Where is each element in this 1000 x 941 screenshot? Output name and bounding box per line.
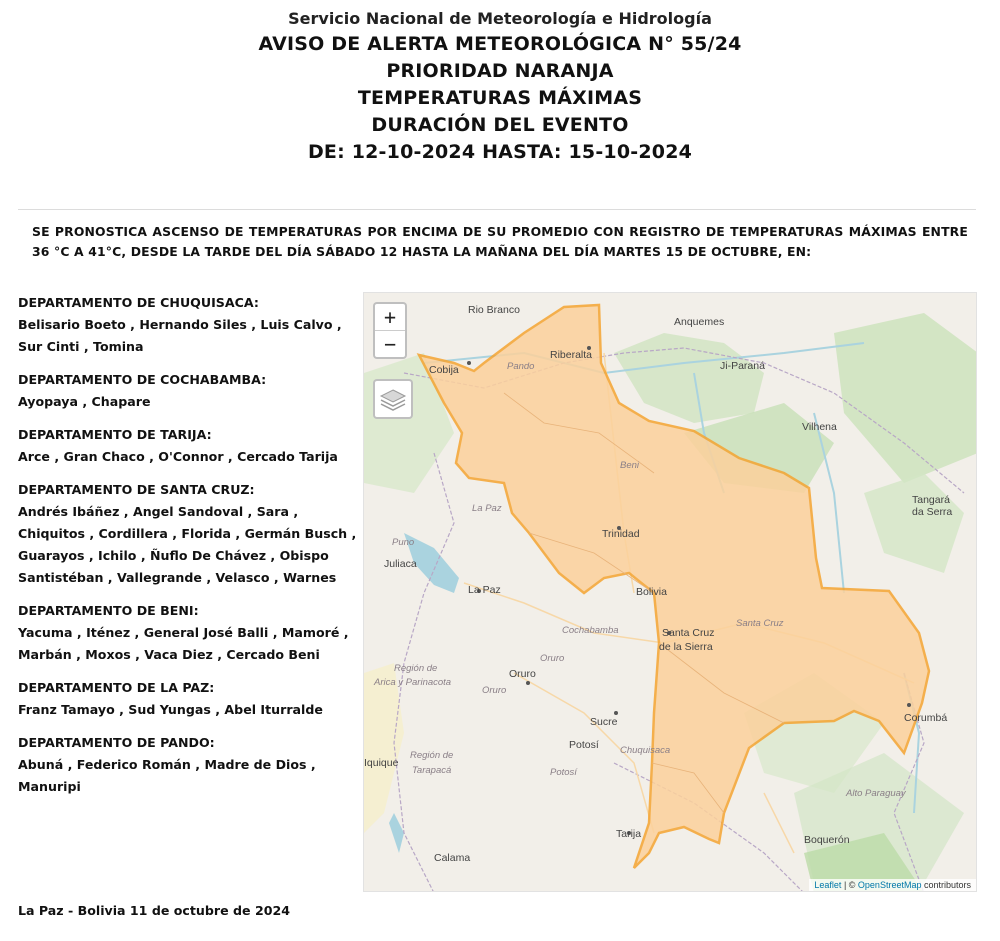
label-potosi: Potosí xyxy=(569,739,599,751)
map-canvas[interactable] xyxy=(364,293,977,892)
label-corumba: Corumbá xyxy=(904,712,948,724)
label-calama: Calama xyxy=(434,852,471,864)
attribution-tail: contributors xyxy=(921,880,971,890)
zoom-in-button[interactable]: + xyxy=(375,304,405,331)
label-trinidad: Trinidad xyxy=(602,528,640,540)
department-tarija xyxy=(18,424,363,468)
department-name: DEPARTAMENTO DE SANTA CRUZ: xyxy=(18,482,255,497)
department-name: DEPARTAMENTO DE LA PAZ: xyxy=(18,680,215,695)
department-list xyxy=(18,292,363,809)
label-rio-branco: Rio Branco xyxy=(468,304,520,316)
label-la-paz: La Paz xyxy=(468,584,501,596)
label-pando: Pando xyxy=(507,361,535,372)
label-tarija: Tarija xyxy=(616,828,642,840)
label-tangara: Tangará xyxy=(912,494,950,506)
province-list: Yacuma , Iténez , General José Balli , Mamoré , Marbán , Moxos , Vaca Diez , Cercado Beni xyxy=(18,625,349,662)
duration-label: DURACIÓN DEL EVENTO xyxy=(371,114,629,136)
event-dates: DE: 12-10-2024 HASTA: 15-10-2024 xyxy=(307,141,693,163)
department-chuquisaca xyxy=(18,292,363,358)
label-juliaca: Juliaca xyxy=(384,558,417,570)
layers-icon xyxy=(375,381,411,417)
department-cochabamba xyxy=(18,369,363,413)
label-bolivia: Bolivia xyxy=(636,586,667,598)
label-boqueron: Boquerón xyxy=(804,834,850,846)
label-da-serra: da Serra xyxy=(912,506,953,518)
alert-phenomenon: TEMPERATURAS MÁXIMAS xyxy=(357,87,643,109)
map-attribution xyxy=(809,879,976,891)
label-de-la-sierra: de la Sierra xyxy=(659,641,713,653)
label-oruro-small: Oruro xyxy=(482,685,507,696)
province-list: Belisario Boeto , Hernando Siles , Luis Calvo , Sur Cinti , Tomina xyxy=(18,317,342,354)
label-arica: Arica y Parinacota xyxy=(374,677,452,688)
water-body xyxy=(389,813,404,853)
layers-button[interactable] xyxy=(373,379,413,419)
attribution-separator: | © xyxy=(841,880,858,890)
zoom-control xyxy=(373,302,407,359)
department-la-paz xyxy=(18,677,363,721)
department-name: DEPARTAMENTO DE BENI: xyxy=(18,603,199,618)
alert-priority: PRIORIDAD NARANJA xyxy=(386,60,614,82)
department-name: DEPARTAMENTO DE COCHABAMBA: xyxy=(18,372,267,387)
label-region-de: Región de xyxy=(394,663,438,674)
zoom-out-button[interactable]: − xyxy=(383,332,397,356)
province-list: Franz Tamayo , Sud Yungas , Abel Iturralde xyxy=(18,702,323,717)
label-oruro: Oruro xyxy=(509,668,536,680)
label-chuquisaca: Chuquisaca xyxy=(620,745,671,756)
label-iquique: Iquique xyxy=(364,757,399,769)
department-pando xyxy=(18,732,363,798)
label-oruro-dept: Oruro xyxy=(540,653,565,664)
label-la-paz-dept: La Paz xyxy=(472,503,502,514)
label-beni: Beni xyxy=(620,460,640,471)
label-puno: Puno xyxy=(392,537,415,548)
label-sucre: Sucre xyxy=(590,716,618,728)
province-list: Arce , Gran Chaco , O'Connor , Cercado Tarija xyxy=(18,449,338,464)
label-tarapaca: Tarapacá xyxy=(412,765,452,776)
label-vilhena: Vilhena xyxy=(802,421,837,433)
label-cochabamba: Cochabamba xyxy=(562,625,619,636)
label-santa-cruz-dept: Santa Cruz xyxy=(736,618,784,629)
alert-notice-number: AVISO DE ALERTA METEOROLÓGICA N° 55/24 xyxy=(258,33,742,55)
province-list: Abuná , Federico Román , Madre de Dios , Manuripi xyxy=(18,757,316,794)
label-santa-cruz: Santa Cruz xyxy=(662,627,715,639)
alert-header xyxy=(0,6,1000,166)
label-ji-parana: Ji-Paraná xyxy=(720,360,765,372)
organization-name: Servicio Nacional de Meteorología e Hidrología xyxy=(288,9,712,28)
osm-link[interactable]: OpenStreetMap xyxy=(857,880,922,890)
issue-place-date: La Paz - Bolivia 11 de octubre de 2024 xyxy=(18,903,291,918)
forecast-description: SE PRONOSTICA ASCENSO DE TEMPERATURAS POR ENCIMA DE SU PROMEDIO CON REGISTRO DE TEMPERATURAS MÁXIMAS ENTRE 36 °C A 41°C, DESDE LA TARDE DEL DÍA SÁBADO 12 HASTA LA MAÑANA DEL DÍA MARTES 15 DE OCTUBRE, EN: xyxy=(32,224,968,259)
department-name: DEPARTAMENTO DE PANDO: xyxy=(18,735,215,750)
label-alto-paraguay: Alto Paraguay xyxy=(846,788,906,799)
department-santa-cruz xyxy=(18,479,363,589)
label-potosi-dept: Potosí xyxy=(550,767,577,778)
department-name: DEPARTAMENTO DE CHUQUISACA: xyxy=(18,295,259,310)
label-region-de-2: Región de xyxy=(410,750,454,761)
department-beni xyxy=(18,600,363,666)
leaflet-link[interactable]: Leaflet xyxy=(814,880,842,890)
department-name: DEPARTAMENTO DE TARIJA: xyxy=(18,427,212,442)
header-divider xyxy=(18,209,976,210)
label-riberalta: Riberalta xyxy=(550,349,593,361)
province-list: Ayopaya , Chapare xyxy=(18,394,151,409)
label-anquemes: Anquemes xyxy=(674,316,725,328)
label-cobija: Cobija xyxy=(429,364,459,376)
alert-map[interactable] xyxy=(363,292,977,892)
province-list: Andrés Ibáñez , Angel Sandoval , Sara , Chiquitos , Cordillera , Florida , Germán Busch , Guarayos , Ichilo , Ñuflo De Chávez , Obispo Santistéban , Vallegrande , Velasco , Warnes xyxy=(18,504,357,585)
